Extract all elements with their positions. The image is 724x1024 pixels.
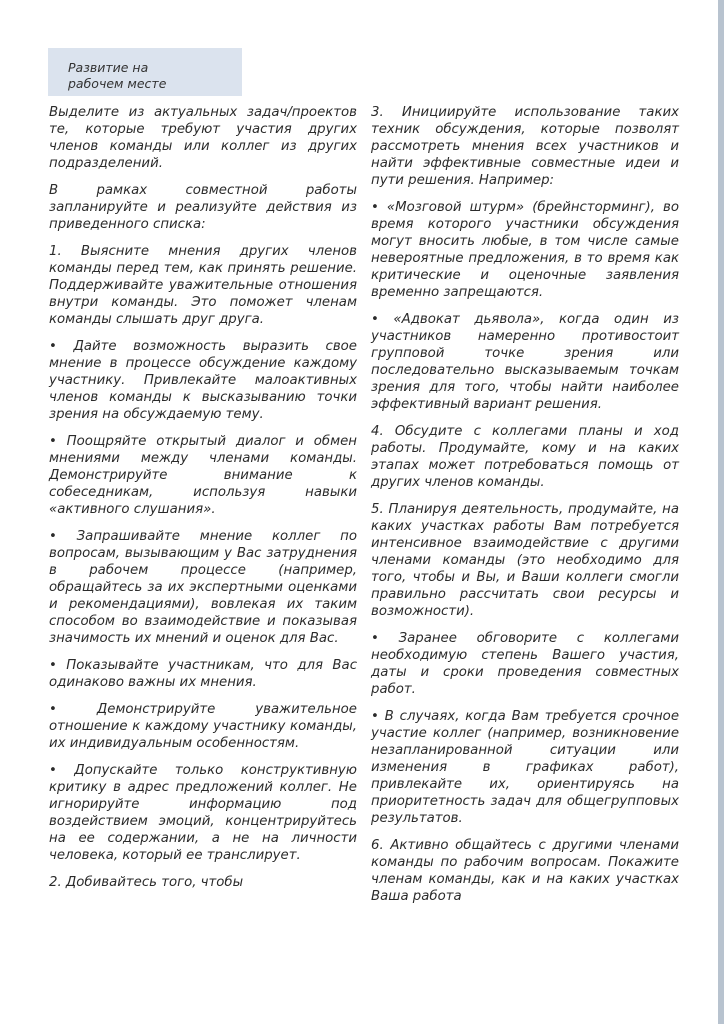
page-edge-strip: [718, 0, 724, 1024]
paragraph: 2. Добивайтесь того, чтобы: [49, 875, 244, 890]
paragraph: Выделите из актуальных задач/проектов те, которые требуют участия других членов команды или коллег из других подразделений.: [49, 105, 357, 171]
bullet-paragraph: • Поощряйте открытый диалог и обмен мнениями между членами команды. Демонстрируйте внимание к собеседникам, используя навыки «активного слушания».: [49, 434, 357, 517]
bullet-paragraph: • Дайте возможность выразить свое мнение в процессе обсуждение каждому участнику. Привлекайте малоактивных членов команды к высказыванию точки зрения на обсуждаемую тему.: [49, 339, 357, 422]
paragraph: 3. Инициируйте использование таких техник обсуждения, которые позволят рассмотреть мнения всех участников и найти эффективные совместные идеи и пути решения. Например:: [371, 105, 679, 188]
bullet-paragraph: • В случаях, когда Вам требуется срочное участие коллег (например, возникновение незапланированной ситуации или изменения в графиках работ), привлекайте их, ориентируясь на приоритетность задач для общегрупповых результатов.: [371, 709, 679, 826]
left-column: [49, 104, 357, 901]
bullet-paragraph: • Запрашивайте мнение коллег по вопросам, вызывающим у Вас затруднения в рабочем процессе (например, обращайтесь за их экспертными оценками и рекомендациями), вовлекая их таким способом во взаимодействие и показывая значимость их мнений и оценок для Вас.: [49, 529, 357, 646]
section-header: [48, 48, 242, 96]
bullet-paragraph: • «Адвокат дьявола», когда один из участников намеренно противостоит групповой точке зрения или последовательно высказываемым точкам зрения для того, чтобы найти наиболее эффективный вариант решения.: [371, 312, 679, 412]
paragraph: 4. Обсудите с коллегами планы и ход работы. Продумайте, кому и на каких этапах может потребоваться помощь от других членов команды.: [371, 424, 679, 490]
bullet-paragraph: • Демонстрируйте уважительное отношение к каждому участнику команды, их индивидуальным особенностям.: [49, 702, 357, 751]
paragraph: 5. Планируя деятельность, продумайте, на каких участках работы Вам потребуется интенсивное взаимодействие с другими членами команды (это необходимо для того, чтобы и Вы, и Ваши коллеги смогли правильно рассчитать свои ресурсы и возможности).: [371, 502, 679, 619]
bullet-paragraph: • Допускайте только конструктивную критику в адрес предложений коллег. Не игнорируйте информацию под воздействием эмоций, концентрируйтесь на ее содержании, а не на личности человека, который ее транслирует.: [49, 763, 357, 863]
paragraph: 6. Активно общайтесь с другими членами команды по рабочим вопросам. Покажите членам команды, как и на каких участках Ваша работа: [371, 838, 679, 904]
paragraph: В рамках совместной работы запланируйте и реализуйте действия из приведенного списка:: [49, 183, 357, 232]
bullet-paragraph: • «Мозговой штурм» (брейнсторминг), во время которого участники обсуждения могут вносить любые, в том числе самые невероятные предложения, в то время как критические и оценочные заявления временно запрещаются.: [371, 200, 679, 300]
right-column: [371, 104, 679, 915]
paragraph: 1. Выясните мнения других членов команды перед тем, как принять решение. Поддерживайте уважительные отношения внутри команды. Это поможет членам команды слышать друг друга.: [49, 244, 357, 327]
bullet-paragraph: • Заранее обговорите с коллегами необходимую степень Вашего участия, даты и сроки проведения совместных работ.: [371, 631, 679, 697]
section-header-line-2: рабочем месте: [68, 76, 167, 91]
section-header-line-1: Развитие на: [68, 60, 149, 75]
bullet-paragraph: • Показывайте участникам, что для Вас одинаково важны их мнения.: [49, 658, 357, 690]
